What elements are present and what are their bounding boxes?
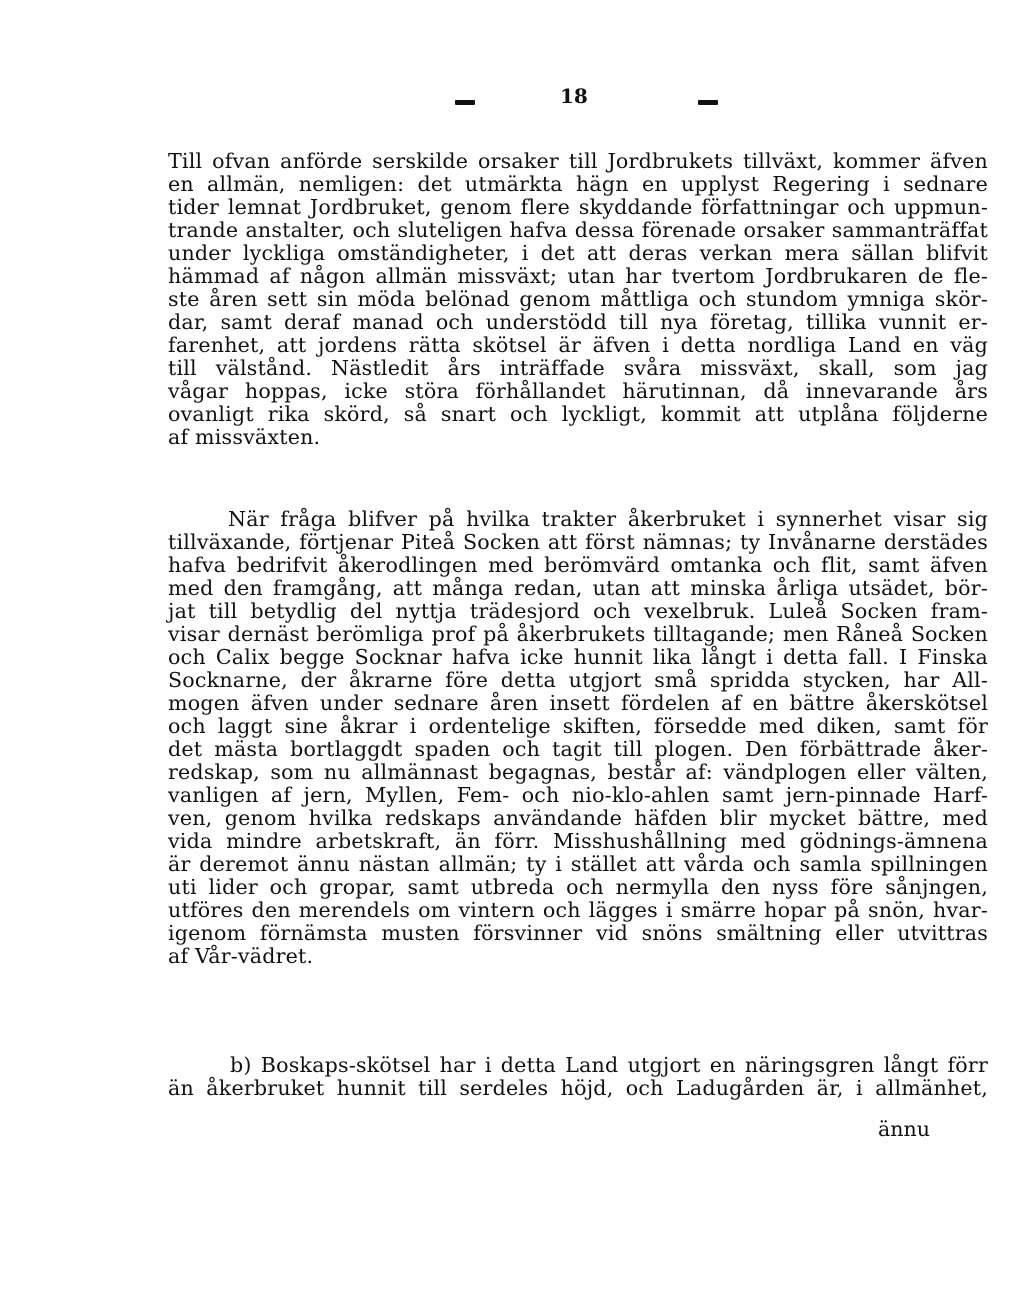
header-ornament-right — [698, 100, 718, 105]
text-line: redskap, som nu allmännast begagnas, består af: vändplogen eller välten, — [168, 760, 988, 784]
text-line: tillväxande, förtjenar Piteå Socken att först nämnas; ty Invånarne derstädes — [168, 530, 988, 554]
text-line: trande anstalter, och sluteligen hafva dessa förenade orsaker sammanträffat — [168, 218, 988, 242]
paragraph-3 — [168, 1054, 988, 1100]
text-line: af Vår-vädret. — [168, 944, 314, 968]
text-line: Till ofvan anförde serskilde orsaker till Jordbrukets tillväxt, kommer äfven — [168, 149, 988, 173]
header-ornament-left — [455, 100, 475, 105]
text-line: hämmad af någon allmän missväxt; utan har tvertom Jordbrukaren de fle- — [168, 264, 988, 288]
text-line: till välstånd. Nästledit års inträffade svåra missväxt, skall, som jag — [168, 356, 988, 380]
text-line: af missväxten. — [168, 425, 321, 449]
catchword: ännu — [878, 1117, 931, 1141]
text-line: ste åren sett sin möda belönad genom måttliga och stundom ymniga skör- — [168, 287, 988, 311]
text-line: mogen äfven under sednare åren insett fördelen af en bättre åkerskötsel — [168, 691, 988, 715]
text-line: Socknarne, der åkrarne före detta utgjort små spridda stycken, har All- — [168, 668, 988, 692]
text-line: vanligen af jern, Myllen, Fem- och nio-klo-ahlen samt jern-pinnade Harf- — [168, 783, 988, 807]
text-line: vida mindre arbetskraft, än förr. Misshushållning med gödnings-ämnena — [168, 829, 988, 853]
text-line: utföres den merendels om vintern och lägges i smärre hopar på snön, hvar- — [168, 898, 988, 922]
text-line: med den framgång, att många redan, utan att minska årliga utsädet, bör- — [168, 576, 988, 600]
text-line: och Calix begge Socknar hafva icke hunnit lika långt i detta fall. I Finska — [168, 645, 988, 669]
text-line: igenom förnämsta musten försvinner vid snöns smältning eller utvittras — [168, 921, 988, 945]
page-header — [0, 84, 1024, 114]
text-line: b) Boskaps-skötsel har i detta Land utgjort en näringsgren långt förr — [230, 1053, 988, 1077]
paragraph-2 — [168, 508, 988, 968]
text-line: det mästa bortlaggdt spaden och tagit till plogen. Den förbättrade åker- — [168, 737, 988, 761]
text-line: och laggt sine åkrar i ordentelige skiften, försedde med diken, samt för — [168, 714, 988, 738]
text-line: jat till betydlig del nyttja trädesjord och vexelbruk. Luleå Socken fram- — [168, 599, 988, 623]
text-line: vågar hoppas, icke störa förhållandet härutinnan, då innevarande års — [168, 379, 988, 403]
text-line: När fråga blifver på hvilka trakter åkerbruket i synnerhet visar sig — [228, 507, 988, 531]
text-line: farenhet, att jordens rätta skötsel är äfven i detta nordliga Land en väg — [168, 333, 988, 357]
text-line: än åkerbruket hunnit till serdeles höjd, och Ladugården är, i allmänhet, — [168, 1076, 988, 1100]
text-line: uti lider och gropar, samt utbreda och nermylla den nyss före sånjngen, — [168, 875, 988, 899]
text-line: under lyckliga omständigheter, i det att deras verkan mera sällan blifvit — [168, 241, 988, 265]
text-line: är deremot ännu nästan allmän; ty i stället att vårda och samla spillningen — [168, 852, 988, 876]
page-number: 18 — [560, 84, 588, 108]
text-line: ven, genom hvilka redskaps användande häfden blir mycket bättre, med — [168, 806, 988, 830]
text-line: tider lemnat Jordbruket, genom flere skyddande författningar och uppmun- — [168, 195, 988, 219]
text-line: en allmän, nemligen: det utmärkta hägn en upplyst Regering i sednare — [168, 172, 988, 196]
paragraph-1 — [168, 150, 988, 449]
text-line: dar, samt deraf manad och understödd till nya företag, tillika vunnit er- — [168, 310, 988, 334]
text-line: visar dernäst berömliga prof på åkerbrukets tilltagande; men Råneå Socken — [168, 622, 988, 646]
text-line: hafva bedrifvit åkerodlingen med berömvärd omtanka och flit, samt äfven — [168, 553, 988, 577]
text-line: ovanligt rika skörd, så snart och lyckligt, kommit att utplåna följderne — [168, 402, 988, 426]
